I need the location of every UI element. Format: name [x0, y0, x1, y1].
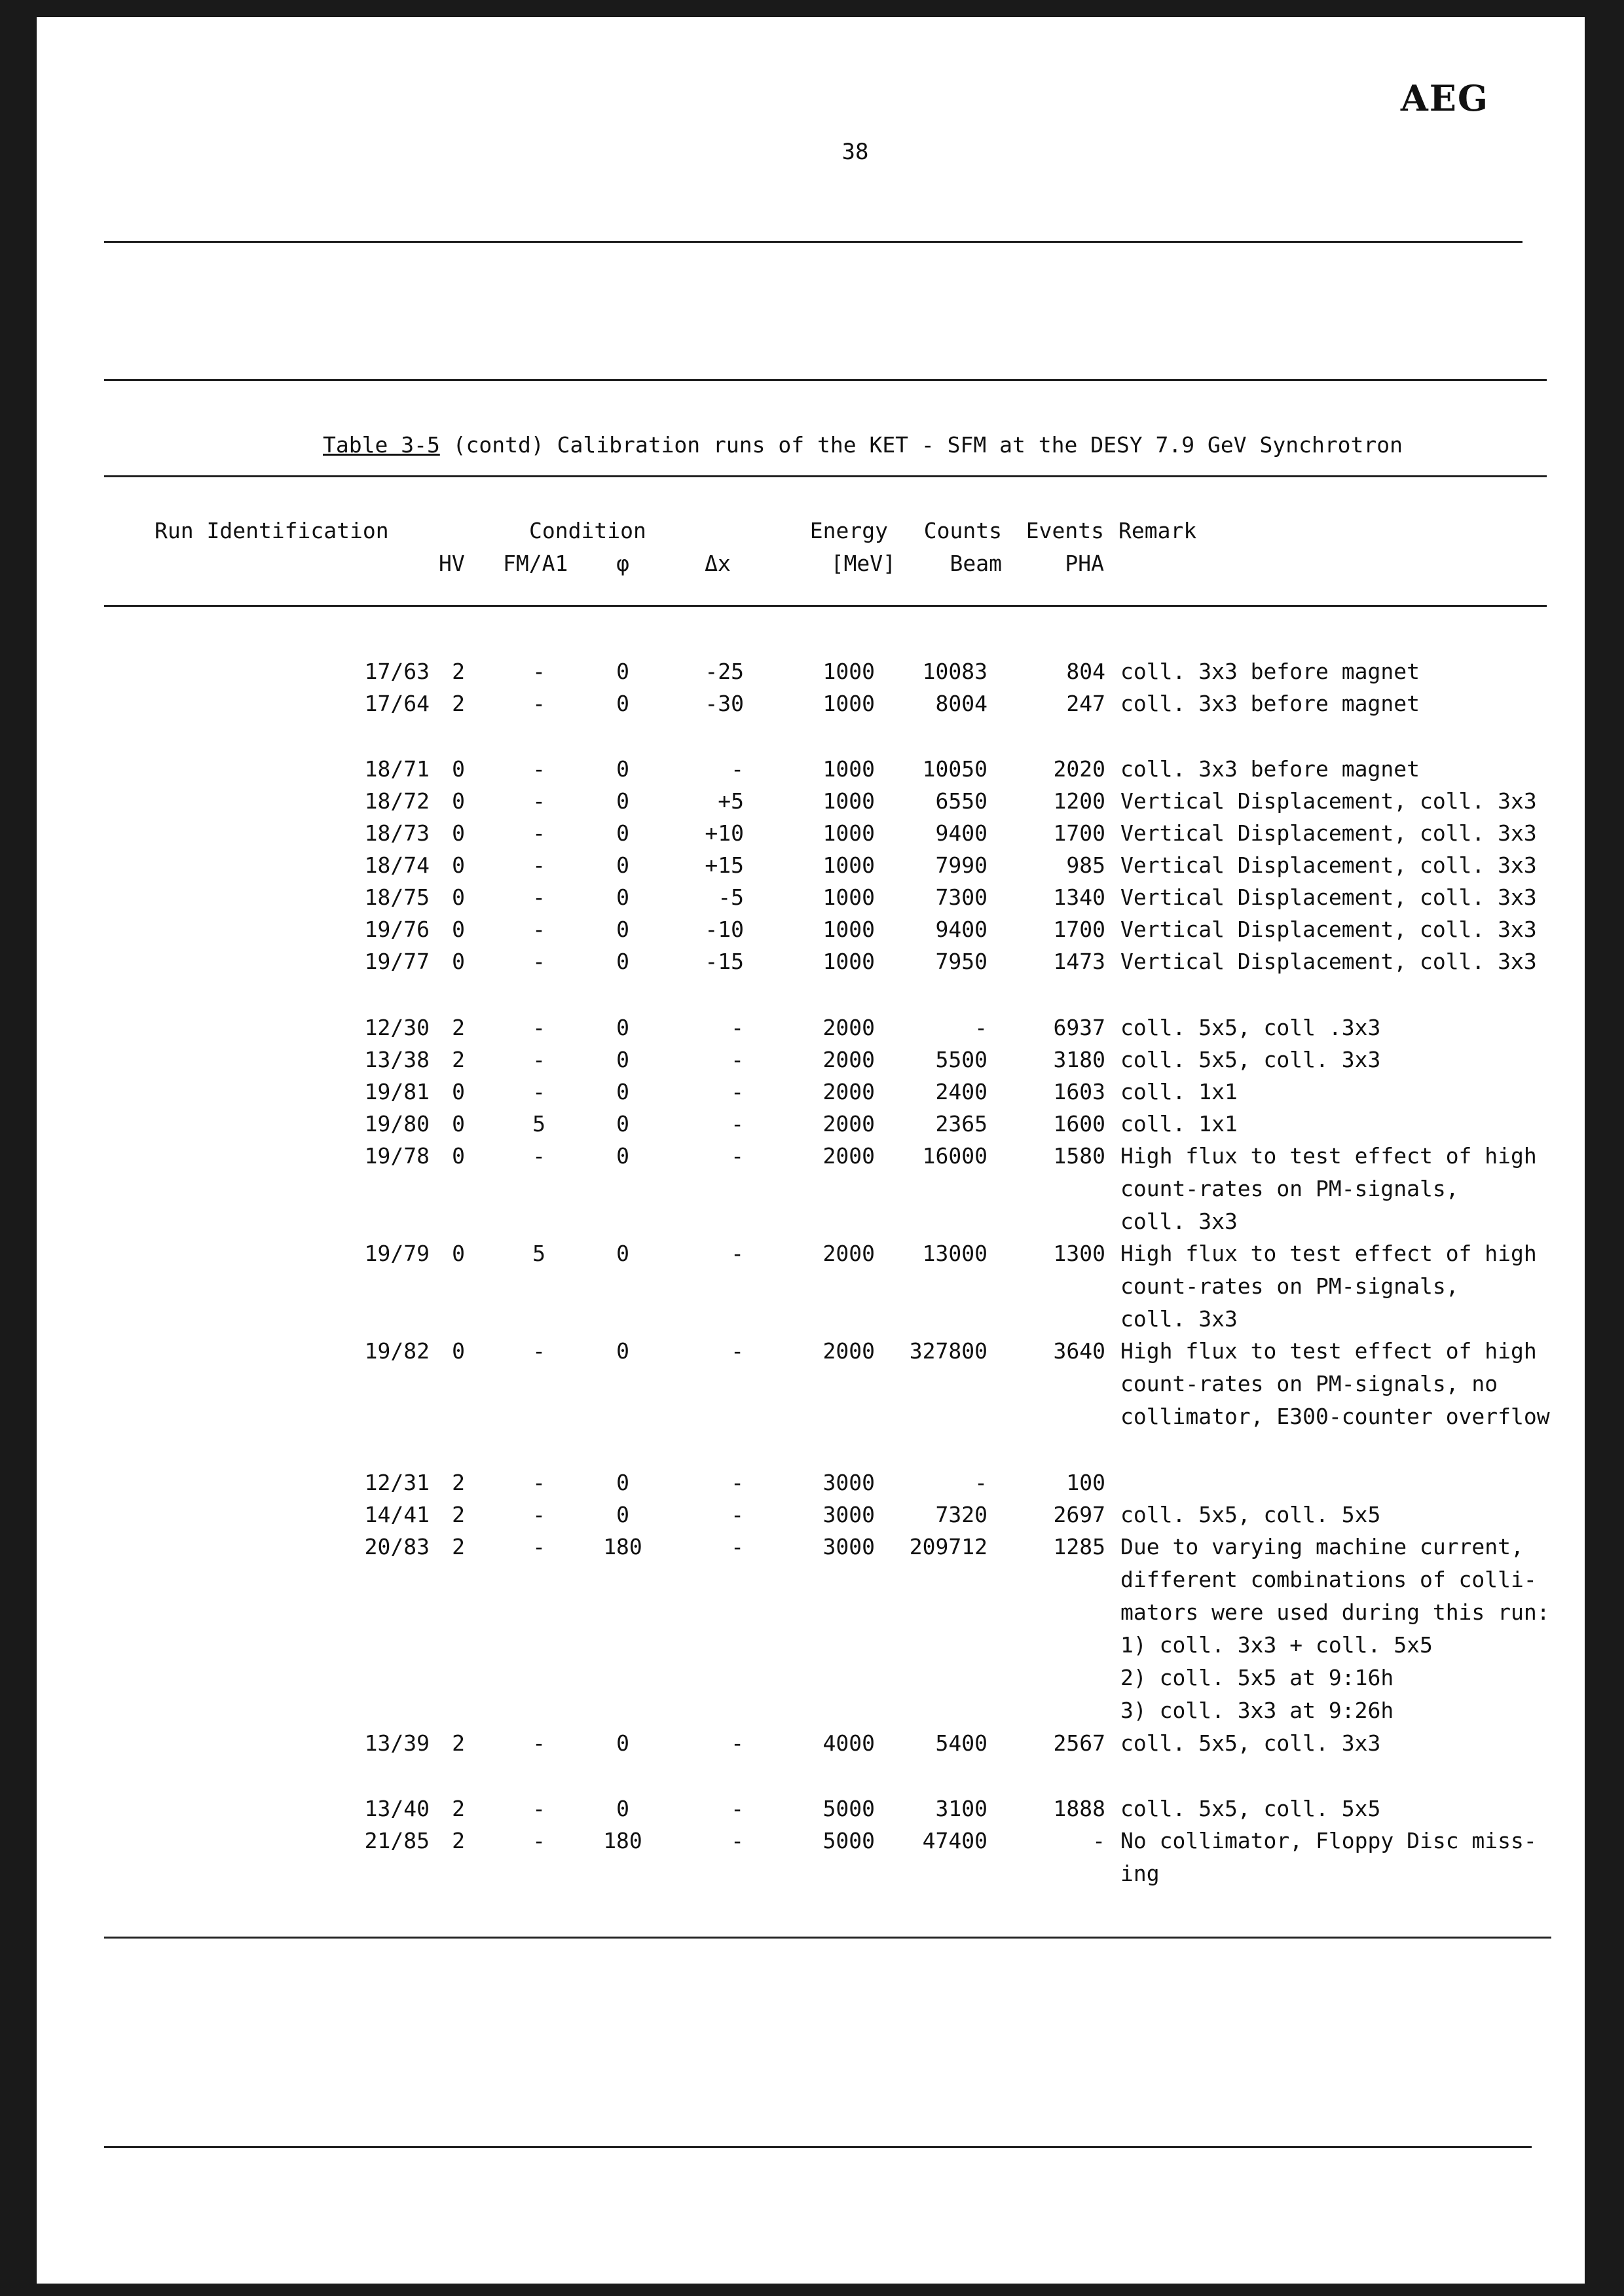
cell-delta-x: +10 [705, 820, 744, 846]
cell-fm-a1: - [532, 884, 545, 910]
cell-hv: 0 [452, 852, 465, 878]
cell-fm-a1: - [532, 852, 545, 878]
cell-energy: 5000 [822, 1796, 875, 1821]
cell-phi: 0 [616, 659, 629, 684]
cell-energy: 2000 [822, 1338, 875, 1364]
cell-fm-a1: - [532, 659, 545, 684]
cell-events-pha: 247 [1066, 691, 1105, 716]
cell-hv: 0 [452, 1241, 465, 1266]
cell-fm-a1: - [532, 820, 545, 846]
cell-delta-x: - [731, 1047, 744, 1072]
cell-phi: 0 [616, 917, 629, 942]
cell-fm-a1: - [532, 917, 545, 942]
cell-fm-a1: - [532, 1502, 545, 1527]
cell-run-id: 19/78 [364, 1143, 430, 1169]
cell-events-pha: 1700 [1053, 820, 1105, 846]
cell-counts-beam: 47400 [922, 1828, 987, 1853]
cell-energy: 3000 [822, 1470, 875, 1495]
header-fm-a1: FM/A1 [503, 551, 568, 576]
cell-energy: 1000 [822, 949, 875, 974]
cell-fm-a1: - [532, 1534, 545, 1559]
cell-run-id: 12/31 [364, 1470, 430, 1495]
header-counts-beam: Beam [950, 551, 1002, 576]
cell-run-id: 18/71 [364, 756, 430, 782]
cell-run-id: 18/74 [364, 852, 430, 878]
cell-fm-a1: - [532, 1079, 545, 1104]
cell-energy: 1000 [822, 852, 875, 878]
header-phi: φ [616, 551, 629, 576]
cell-counts-beam: 7300 [935, 884, 987, 910]
cell-counts-beam: 5500 [935, 1047, 987, 1072]
cell-energy: 1000 [822, 884, 875, 910]
cell-events-pha: 985 [1066, 852, 1105, 878]
cell-counts-beam: 10050 [922, 756, 987, 782]
cell-remark: coll. 3x3 before magnet [1120, 659, 1420, 684]
cell-delta-x: +15 [705, 852, 744, 878]
cell-events-pha: 1473 [1053, 949, 1105, 974]
cell-energy: 1000 [822, 820, 875, 846]
table-title: (contd) Calibration runs of the KET - SFM at the DESY 7.9 GeV Synchrotron [439, 432, 1403, 458]
cell-counts-beam: 8004 [935, 691, 987, 716]
cell-counts-beam: 3100 [935, 1796, 987, 1821]
cell-phi: 180 [603, 1828, 642, 1853]
cell-delta-x: - [731, 1502, 744, 1527]
cell-hv: 2 [452, 1015, 465, 1040]
cell-delta-x: - [731, 756, 744, 782]
cell-run-id: 19/80 [364, 1111, 430, 1137]
cell-remark: coll. 5x5, coll .3x3 [1120, 1015, 1381, 1040]
cell-phi: 0 [616, 820, 629, 846]
cell-events-pha: - [1092, 1828, 1105, 1853]
cell-delta-x: -30 [705, 691, 744, 716]
cell-run-id: 20/83 [364, 1534, 430, 1559]
cell-energy: 1000 [822, 659, 875, 684]
cell-hv: 2 [452, 1828, 465, 1853]
cell-delta-x: - [731, 1338, 744, 1364]
cell-fm-a1: - [532, 788, 545, 814]
cell-delta-x: - [731, 1730, 744, 1756]
cell-fm-a1: 5 [532, 1241, 545, 1266]
cell-run-id: 19/81 [364, 1079, 430, 1104]
cell-remark: Vertical Displacement, coll. 3x3 [1120, 949, 1537, 974]
table-rule-header [104, 605, 1547, 607]
cell-delta-x: -5 [718, 884, 744, 910]
cell-energy: 1000 [822, 691, 875, 716]
cell-energy: 2000 [822, 1047, 875, 1072]
header-counts: Counts [923, 518, 1002, 543]
header-rule-top [104, 241, 1522, 243]
cell-events-pha: 3180 [1053, 1047, 1105, 1072]
table-caption [323, 432, 1403, 458]
cell-remark: coll. 5x5, coll. 3x3 [1120, 1730, 1381, 1756]
cell-phi: 0 [616, 852, 629, 878]
cell-fm-a1: 5 [532, 1111, 545, 1137]
cell-fm-a1: - [532, 756, 545, 782]
cell-phi: 0 [616, 1730, 629, 1756]
cell-delta-x: - [731, 1143, 744, 1169]
cell-remark: coll. 5x5, coll. 5x5 [1120, 1796, 1381, 1821]
cell-remark: coll. 1x1 [1120, 1111, 1238, 1137]
cell-events-pha: 2020 [1053, 756, 1105, 782]
header-run-identification: Run Identification [155, 518, 389, 543]
cell-run-id: 17/64 [364, 691, 430, 716]
cell-fm-a1: - [532, 1730, 545, 1756]
cell-counts-beam: 7320 [935, 1502, 987, 1527]
cell-delta-x: - [731, 1796, 744, 1821]
cell-hv: 0 [452, 1111, 465, 1137]
cell-counts-beam: 2365 [935, 1111, 987, 1137]
cell-energy: 2000 [822, 1111, 875, 1137]
cell-hv: 0 [452, 788, 465, 814]
cell-energy: 2000 [822, 1241, 875, 1266]
cell-run-id: 17/63 [364, 659, 430, 684]
header-condition: Condition [529, 518, 646, 543]
cell-phi: 0 [616, 691, 629, 716]
cell-hv: 0 [452, 1143, 465, 1169]
cell-phi: 0 [616, 1502, 629, 1527]
cell-events-pha: 6937 [1053, 1015, 1105, 1040]
document-page [37, 17, 1585, 2284]
cell-counts-beam: 209712 [909, 1534, 987, 1559]
cell-counts-beam: - [974, 1470, 987, 1495]
cell-energy: 5000 [822, 1828, 875, 1853]
cell-counts-beam: - [974, 1015, 987, 1040]
cell-fm-a1: - [532, 691, 545, 716]
cell-hv: 0 [452, 949, 465, 974]
page-number: 38 [841, 139, 869, 165]
cell-run-id: 21/85 [364, 1828, 430, 1853]
cell-hv: 0 [452, 1079, 465, 1104]
cell-fm-a1: - [532, 1828, 545, 1853]
cell-delta-x: - [731, 1241, 744, 1266]
cell-events-pha: 2567 [1053, 1730, 1105, 1756]
cell-events-pha: 1285 [1053, 1534, 1105, 1559]
cell-energy: 3000 [822, 1502, 875, 1527]
cell-phi: 0 [616, 1796, 629, 1821]
cell-remark: coll. 5x5, coll. 5x5 [1120, 1502, 1381, 1527]
header-energy-unit: [MeV] [830, 551, 896, 576]
cell-events-pha: 100 [1066, 1470, 1105, 1495]
cell-run-id: 18/73 [364, 820, 430, 846]
cell-phi: 0 [616, 756, 629, 782]
cell-remark: Vertical Displacement, coll. 3x3 [1120, 852, 1537, 878]
cell-run-id: 18/75 [364, 884, 430, 910]
cell-run-id: 13/39 [364, 1730, 430, 1756]
cell-run-id: 19/82 [364, 1338, 430, 1364]
cell-energy: 3000 [822, 1534, 875, 1559]
cell-delta-x: -10 [705, 917, 744, 942]
cell-energy: 1000 [822, 756, 875, 782]
cell-fm-a1: - [532, 1338, 545, 1364]
cell-hv: 2 [452, 1470, 465, 1495]
cell-run-id: 13/38 [364, 1047, 430, 1072]
cell-run-id: 12/30 [364, 1015, 430, 1040]
cell-events-pha: 1200 [1053, 788, 1105, 814]
cell-delta-x: -25 [705, 659, 744, 684]
cell-remark: coll. 3x3 before magnet [1120, 756, 1420, 782]
cell-counts-beam: 7950 [935, 949, 987, 974]
cell-phi: 0 [616, 788, 629, 814]
cell-delta-x: - [731, 1111, 744, 1137]
cell-remark: coll. 1x1 [1120, 1079, 1238, 1104]
cell-phi: 0 [616, 1470, 629, 1495]
table-rule-top [104, 475, 1547, 477]
cell-remark: Vertical Displacement, coll. 3x3 [1120, 820, 1537, 846]
cell-energy: 4000 [822, 1730, 875, 1756]
cell-energy: 1000 [822, 788, 875, 814]
cell-events-pha: 1603 [1053, 1079, 1105, 1104]
cell-counts-beam: 5400 [935, 1730, 987, 1756]
cell-counts-beam: 13000 [922, 1241, 987, 1266]
cell-phi: 180 [603, 1534, 642, 1559]
cell-fm-a1: - [532, 1015, 545, 1040]
header-events-pha: PHA [1065, 551, 1104, 576]
cell-energy: 2000 [822, 1015, 875, 1040]
cell-remark: Vertical Displacement, coll. 3x3 [1120, 917, 1537, 942]
cell-delta-x: - [731, 1828, 744, 1853]
header-rule-bottom [104, 379, 1547, 381]
cell-remark: High flux to test effect of high count-rates on PM-signals, coll. 3x3 [1120, 1241, 1537, 1332]
cell-phi: 0 [616, 1047, 629, 1072]
cell-energy: 1000 [822, 917, 875, 942]
cell-fm-a1: - [532, 1470, 545, 1495]
header-energy: Energy [809, 518, 888, 543]
cell-phi: 0 [616, 1111, 629, 1137]
cell-fm-a1: - [532, 1143, 545, 1169]
cell-run-id: 19/79 [364, 1241, 430, 1266]
cell-run-id: 18/72 [364, 788, 430, 814]
cell-phi: 0 [616, 1079, 629, 1104]
cell-hv: 0 [452, 820, 465, 846]
cell-events-pha: 1340 [1053, 884, 1105, 910]
cell-fm-a1: - [532, 949, 545, 974]
cell-remark: coll. 5x5, coll. 3x3 [1120, 1047, 1381, 1072]
cell-run-id: 14/41 [364, 1502, 430, 1527]
company-logo: AEG [1400, 77, 1489, 119]
cell-events-pha: 1580 [1053, 1143, 1105, 1169]
cell-delta-x: +5 [718, 788, 744, 814]
cell-delta-x: - [731, 1079, 744, 1104]
table-label: Table 3-5 [323, 432, 440, 458]
cell-events-pha: 1888 [1053, 1796, 1105, 1821]
cell-hv: 2 [452, 1796, 465, 1821]
cell-run-id: 19/77 [364, 949, 430, 974]
cell-counts-beam: 6550 [935, 788, 987, 814]
cell-hv: 2 [452, 1534, 465, 1559]
cell-events-pha: 2697 [1053, 1502, 1105, 1527]
cell-phi: 0 [616, 1241, 629, 1266]
cell-counts-beam: 16000 [922, 1143, 987, 1169]
header-hv: HV [439, 551, 465, 576]
cell-counts-beam: 7990 [935, 852, 987, 878]
cell-counts-beam: 2400 [935, 1079, 987, 1104]
cell-remark: High flux to test effect of high count-rates on PM-signals, no collimator, E300-counter overflow [1120, 1338, 1550, 1429]
cell-delta-x: -15 [705, 949, 744, 974]
cell-run-id: 13/40 [364, 1796, 430, 1821]
cell-remark: Vertical Displacement, coll. 3x3 [1120, 884, 1537, 910]
cell-counts-beam: 9400 [935, 917, 987, 942]
cell-remark: No collimator, Floppy Disc miss- ing [1120, 1828, 1537, 1886]
header-delta-x: Δx [705, 551, 731, 576]
cell-remark: coll. 3x3 before magnet [1120, 691, 1420, 716]
cell-run-id: 19/76 [364, 917, 430, 942]
cell-events-pha: 1300 [1053, 1241, 1105, 1266]
cell-hv: 0 [452, 1338, 465, 1364]
cell-fm-a1: - [532, 1796, 545, 1821]
cell-hv: 2 [452, 659, 465, 684]
cell-events-pha: 1700 [1053, 917, 1105, 942]
cell-hv: 2 [452, 691, 465, 716]
cell-delta-x: - [731, 1534, 744, 1559]
cell-energy: 2000 [822, 1143, 875, 1169]
table-rule-bottom [104, 1937, 1551, 1939]
cell-energy: 2000 [822, 1079, 875, 1104]
footer-rule [104, 2146, 1532, 2148]
header-remark: Remark [1118, 518, 1197, 543]
cell-counts-beam: 327800 [909, 1338, 987, 1364]
cell-hv: 2 [452, 1047, 465, 1072]
cell-hv: 0 [452, 917, 465, 942]
cell-hv: 2 [452, 1730, 465, 1756]
cell-phi: 0 [616, 949, 629, 974]
cell-remark: Due to varying machine current, different combinations of colli- mators were used during this run: 1) coll. 3x3 + coll. 5x5 2) coll. 5x5 at 9:16h 3) coll. 3x3 at 9:26h [1120, 1534, 1550, 1723]
cell-events-pha: 1600 [1053, 1111, 1105, 1137]
cell-fm-a1: - [532, 1047, 545, 1072]
cell-delta-x: - [731, 1470, 744, 1495]
cell-phi: 0 [616, 884, 629, 910]
header-events: Events [1025, 518, 1104, 543]
cell-delta-x: - [731, 1015, 744, 1040]
cell-remark: High flux to test effect of high count-rates on PM-signals, coll. 3x3 [1120, 1143, 1537, 1234]
cell-events-pha: 3640 [1053, 1338, 1105, 1364]
cell-hv: 2 [452, 1502, 465, 1527]
cell-hv: 0 [452, 756, 465, 782]
cell-phi: 0 [616, 1015, 629, 1040]
cell-counts-beam: 10083 [922, 659, 987, 684]
cell-remark: Vertical Displacement, coll. 3x3 [1120, 788, 1537, 814]
cell-counts-beam: 9400 [935, 820, 987, 846]
cell-phi: 0 [616, 1338, 629, 1364]
cell-events-pha: 804 [1066, 659, 1105, 684]
cell-phi: 0 [616, 1143, 629, 1169]
cell-hv: 0 [452, 884, 465, 910]
